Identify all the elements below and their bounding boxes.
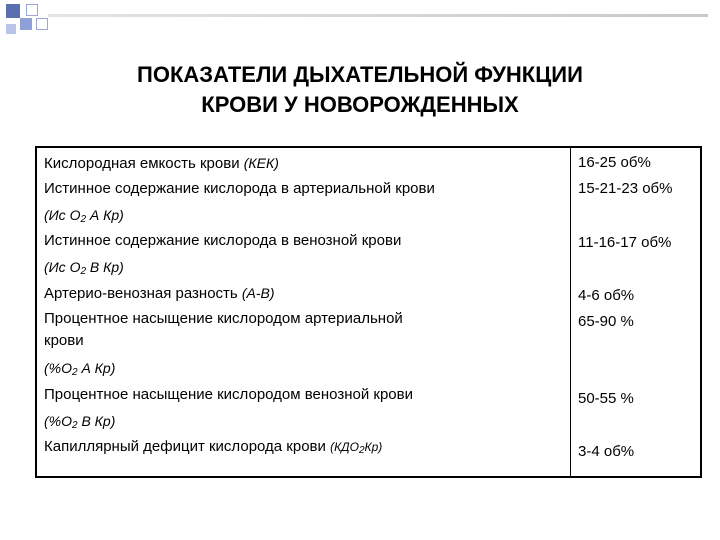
abbr-part: А Кр) [77,360,116,376]
abbr-sub: 2 [358,445,365,456]
slide-title [40,60,680,120]
value-arterial-saturation: 65-90 % [578,313,634,330]
row-label: Процентное насыщение кислородом артериальной [44,310,403,327]
row-label: Истинное содержание кислорода в венозной крови [44,232,402,249]
abbr-sub: 2 [80,266,87,277]
abbr-sub: 2 [72,367,78,378]
header-rule [48,14,708,17]
abbr-part: (Ис О [44,259,81,275]
row-label: Истинное содержание кислорода в артериальной крови [44,180,435,197]
row-abbr: (А-В) [241,285,275,301]
row-arterial-saturation [44,310,403,328]
row-arterial-content-abbr [44,206,124,224]
row-abbr: (КЕК) [243,155,279,171]
value-oxygen-capacity: 16-25 об% [578,154,651,171]
abbr-sub: 2 [80,214,87,225]
row-venous-saturation [44,386,413,404]
row-arterial-saturation-abbr [44,359,115,377]
title-line-1: ПОКАЗАТЕЛИ ДЫХАТЕЛЬНОЙ ФУНКЦИИ [137,62,583,87]
decor-square [36,18,48,30]
abbr-part: (%О [44,360,72,376]
value-av-difference: 4-6 об% [578,287,635,304]
abbr-part: (КДО [330,440,359,454]
row-venous-content-abbr [44,258,124,276]
row-label: Артерио-венозная разность [44,285,242,302]
row-arterial-content [44,180,435,198]
decor-square [6,24,16,34]
abbr-part: В Кр) [77,413,116,429]
row-abbr [330,440,382,454]
abbr-part: (Ис О [44,207,81,223]
value-venous-saturation: 50-55 % [578,390,634,407]
value-arterial-content: 15-21-23 об% [578,180,673,197]
abbr-part: В Кр) [86,259,124,275]
abbr-part: Кр) [364,440,383,454]
row-label: крови [44,332,84,349]
abbr-part: А Кр) [86,207,124,223]
row-venous-saturation-abbr [44,412,115,430]
abbr-part: (%О [44,413,72,429]
row-arterial-saturation-cont [44,332,84,350]
row-label: Кислородная емкость крови [44,155,244,172]
column-divider [570,148,571,476]
row-capillary-deficit [44,438,382,456]
decor-square [6,4,20,18]
decor-square [20,18,32,30]
row-oxygen-capacity [44,154,279,173]
value-venous-content: 11-16-17 об% [578,234,672,251]
row-label: Капиллярный дефицит кислорода крови [44,438,331,455]
row-label: Процентное насыщение кислородом венозной крови [44,386,413,403]
row-av-difference [44,284,275,303]
abbr-sub: 2 [72,420,78,431]
decor-square [26,4,38,16]
row-venous-content [44,232,401,250]
value-capillary-deficit: 3-4 об% [578,443,635,460]
title-line-2: КРОВИ У НОВОРОЖДЕННЫХ [201,92,519,117]
indicators-table [35,146,702,478]
